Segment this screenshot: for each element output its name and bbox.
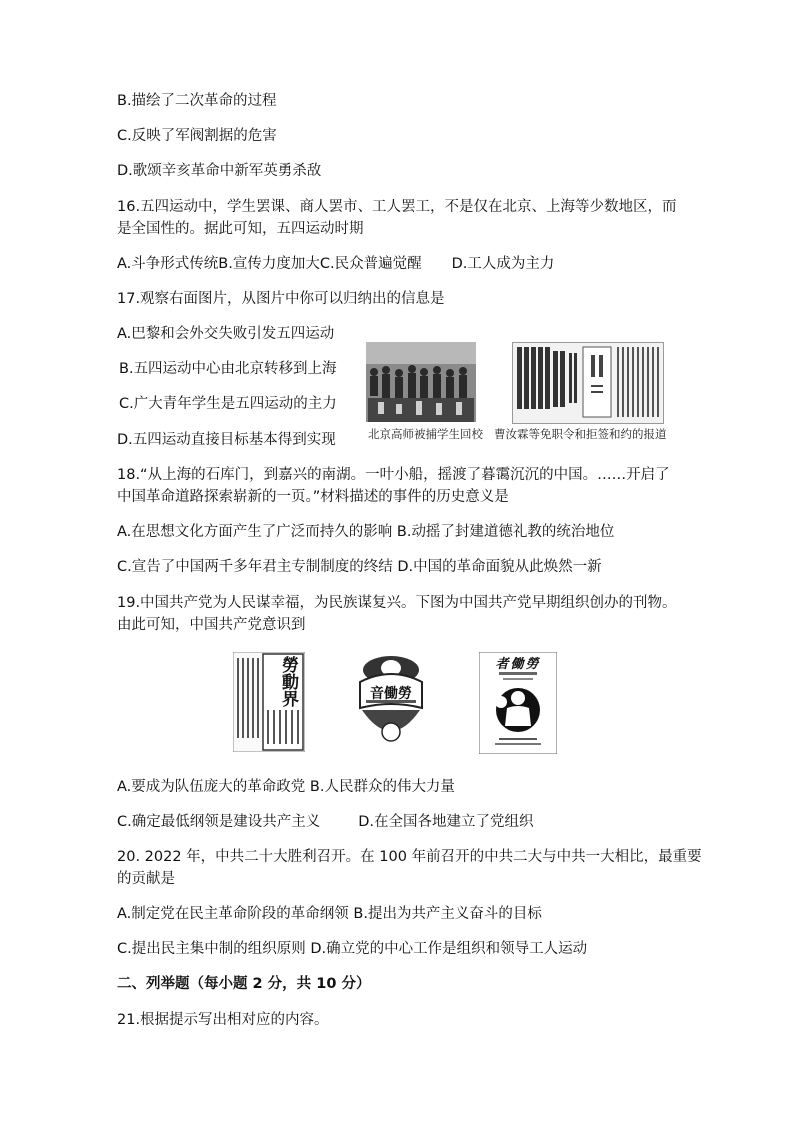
q16-option-b: B.宣传力度加大 [218, 256, 320, 272]
q19-options-ab: A.要成为队伍庞大的革命政党 B.人民群众的伟大力量 [117, 779, 455, 795]
q17-stem: 17.观察右面图片，从图片中你可以归纳出的信息是 [117, 291, 445, 307]
q20-options-ab: A.制定党在民主革命阶段的革命纲领 B.提出为共产主义奋斗的目标 [117, 906, 542, 922]
q16-options [117, 254, 554, 274]
q19-stem-line2: 由此可知，中国共产党意识到 [117, 617, 306, 633]
q15-option-c: C.反映了军阀割据的危害 [117, 128, 277, 144]
magazine-title-laodongzhe: 勞働者 [495, 657, 541, 672]
q16-option-d: D.工人成为主力 [451, 256, 555, 272]
q16-option-a: A.斗争形式传统 [117, 256, 219, 272]
q20-stem-line2: 的贡献是 [117, 871, 175, 887]
q21-stem: 21.根据提示写出相对应的内容。 [117, 1012, 329, 1028]
q18-stem-line2: 中国革命道路探索崭新的一页。”材料描述的事件的历史意义是 [117, 489, 509, 505]
q15-option-d: D.歌颂辛亥革命中新军英勇杀敌 [117, 163, 322, 179]
q15-option-b: B.描绘了二次革命的过程 [117, 93, 277, 109]
magazine-title-laodongjie: 勞動界 [278, 656, 298, 707]
q17-option-a: A.巴黎和会外交失败引发五四运动 [117, 326, 335, 342]
q19-option-c: C.确定最低纲领是建设共产主义 [117, 814, 321, 830]
caption-students-returning: 北京高师被捕学生回校 [368, 427, 483, 441]
q19-options-cd [117, 812, 534, 832]
q19-option-d: D.在全国各地建立了党组织 [358, 814, 534, 830]
q20-options-cd: C.提出民主集中制的组织原则 D.确立党的中心工作是组织和领导工人运动 [117, 941, 588, 957]
magazine-title-laodongyin: 勞働音 [370, 686, 412, 702]
q16-stem-line2: 是全国性的。据此可知，五四运动时期 [117, 221, 364, 237]
magazine-cover-laodongjie [233, 652, 305, 752]
q18-options-ab: A.在思想文化方面产生了广泛而持久的影响 B.动摇了封建道德礼教的统治地位 [117, 524, 615, 540]
caption-newspaper-report: 曹汝霖等免职令和拒签和约的报道 [494, 427, 667, 441]
q20-stem-line1: 20. 2022 年，中共二十大胜利召开。在 100 年前召开的中共二大与中共一大相比，最重要 [117, 849, 702, 865]
q16-option-c: C.民众普遍觉醒 [319, 256, 422, 272]
section-heading-listing: 二、列举题（每小题 2 分，共 10 分） [117, 976, 371, 992]
q17-option-c: C.广大青年学生是五四运动的主力 [119, 396, 337, 412]
q18-options-cd: C.宣告了中国两千多年君主专制制度的终结 D.中国的革命面貌从此焕然一新 [117, 559, 602, 575]
photo-newspaper-report [512, 342, 664, 424]
q18-stem-line1: 18.“从上海的石库门，到嘉兴的南湖。一叶小船，摇渡了暮霭沉沉的中国。……开启了 [117, 467, 670, 483]
q16-stem-line1: 16.五四运动中，学生罢课、商人罢市、工人罢工，不是仅在北京、上海等少数地区，而 [117, 199, 677, 215]
photo-students-returning [366, 342, 476, 422]
q17-option-d: D.五四运动直接目标基本得到实现 [117, 432, 336, 448]
q19-stem-line1: 19.中国共产党为人民谋幸福，为民族谋复兴。下图为中国共产党早期组织创办的刊物。 [117, 595, 677, 611]
q17-option-b: B.五四运动中心由北京转移到上海 [119, 361, 337, 377]
magazine-cover-laodongzhe [479, 652, 557, 754]
magazine-cover-laodongyin [352, 652, 430, 752]
